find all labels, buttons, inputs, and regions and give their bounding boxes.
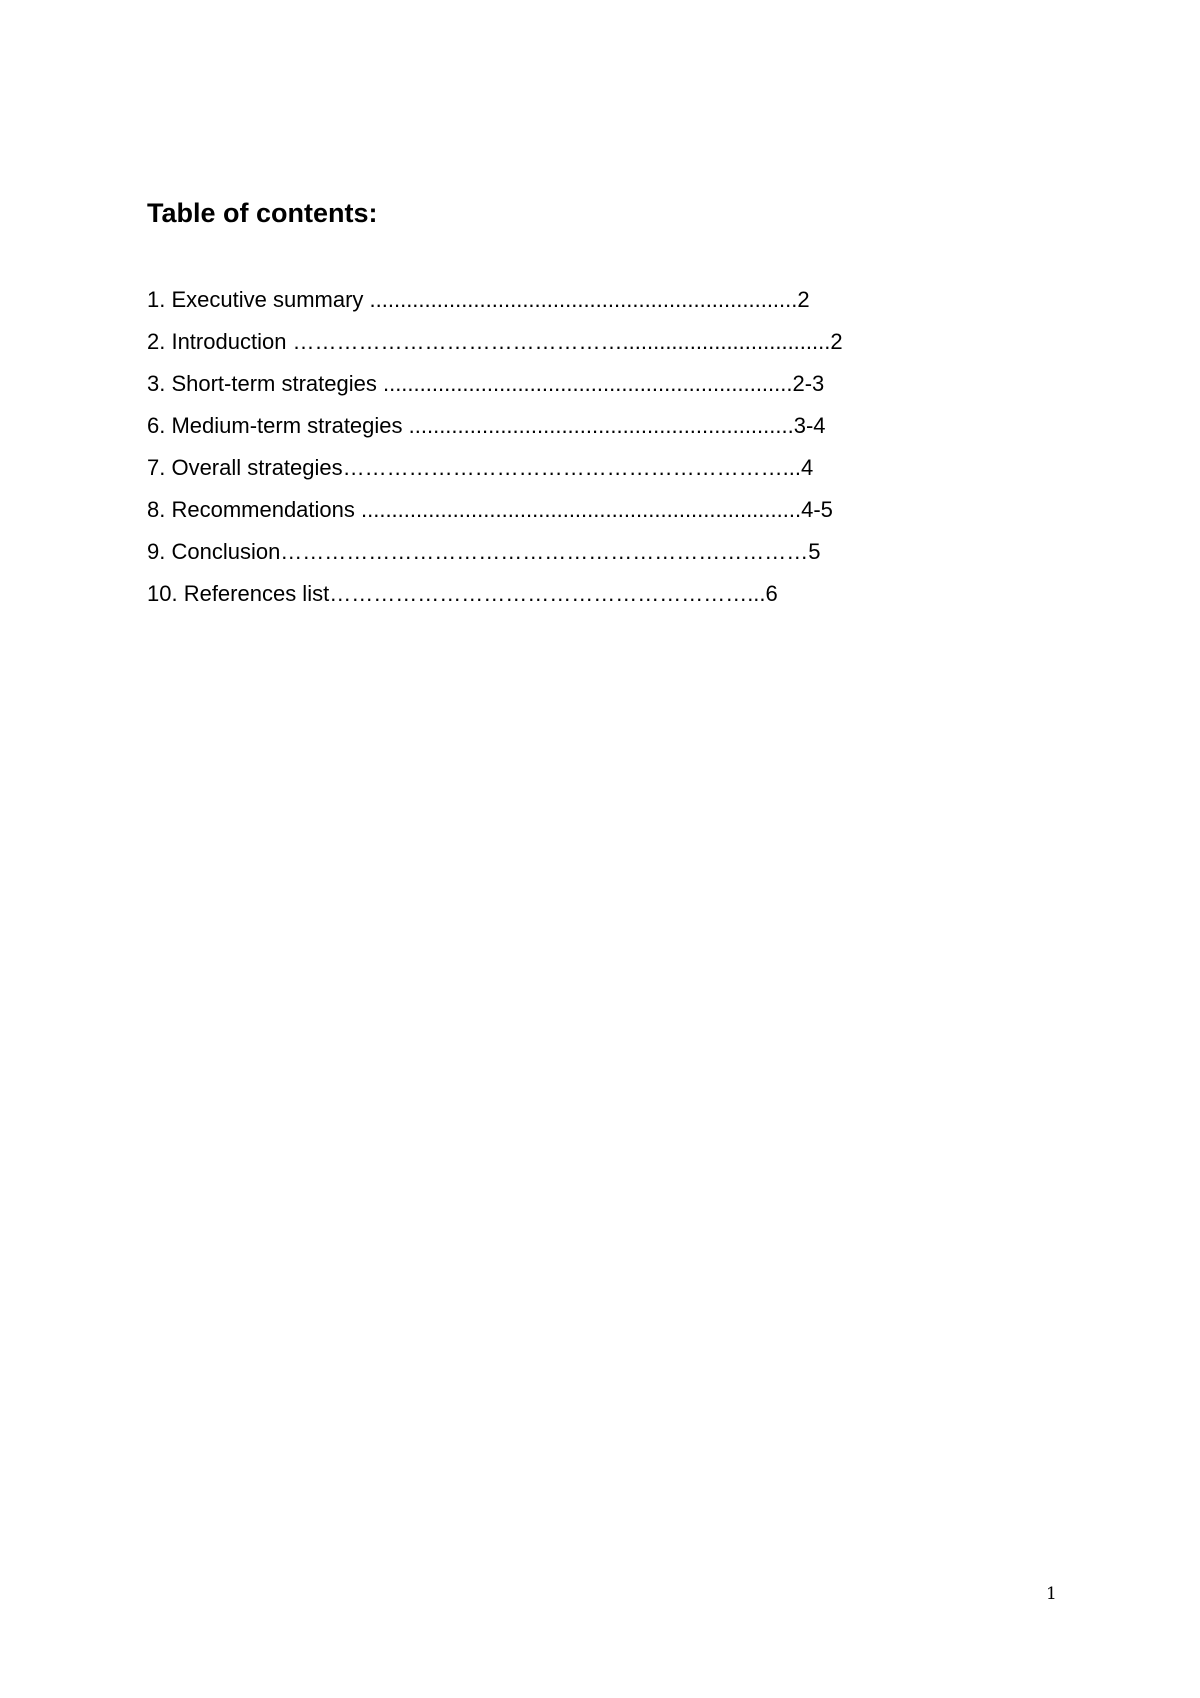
toc-entry: 2. Introduction ………………………………………..................................2 bbox=[147, 329, 843, 354]
toc-entry: 1. Executive summary ......................................................................2 bbox=[147, 287, 810, 312]
toc-entry: 6. Medium-term strategies ...............................................................3-4 bbox=[147, 413, 826, 438]
toc-entry: 7. Overall strategies……………………………………………………...4 bbox=[147, 455, 814, 480]
toc-entry: 8. Recommendations ........................................................................4-5 bbox=[147, 497, 833, 522]
table-of-contents bbox=[147, 279, 843, 615]
toc-heading: Table of contents: bbox=[147, 198, 378, 228]
page-number: 1 bbox=[1046, 1584, 1057, 1604]
toc-entry: 3. Short-term strategies ...................................................................2-3 bbox=[147, 371, 825, 396]
toc-entry: 9. Conclusion………………………………………………………………5 bbox=[147, 539, 821, 564]
toc-entry: 10. References list…………………………………………………...6 bbox=[147, 581, 778, 606]
